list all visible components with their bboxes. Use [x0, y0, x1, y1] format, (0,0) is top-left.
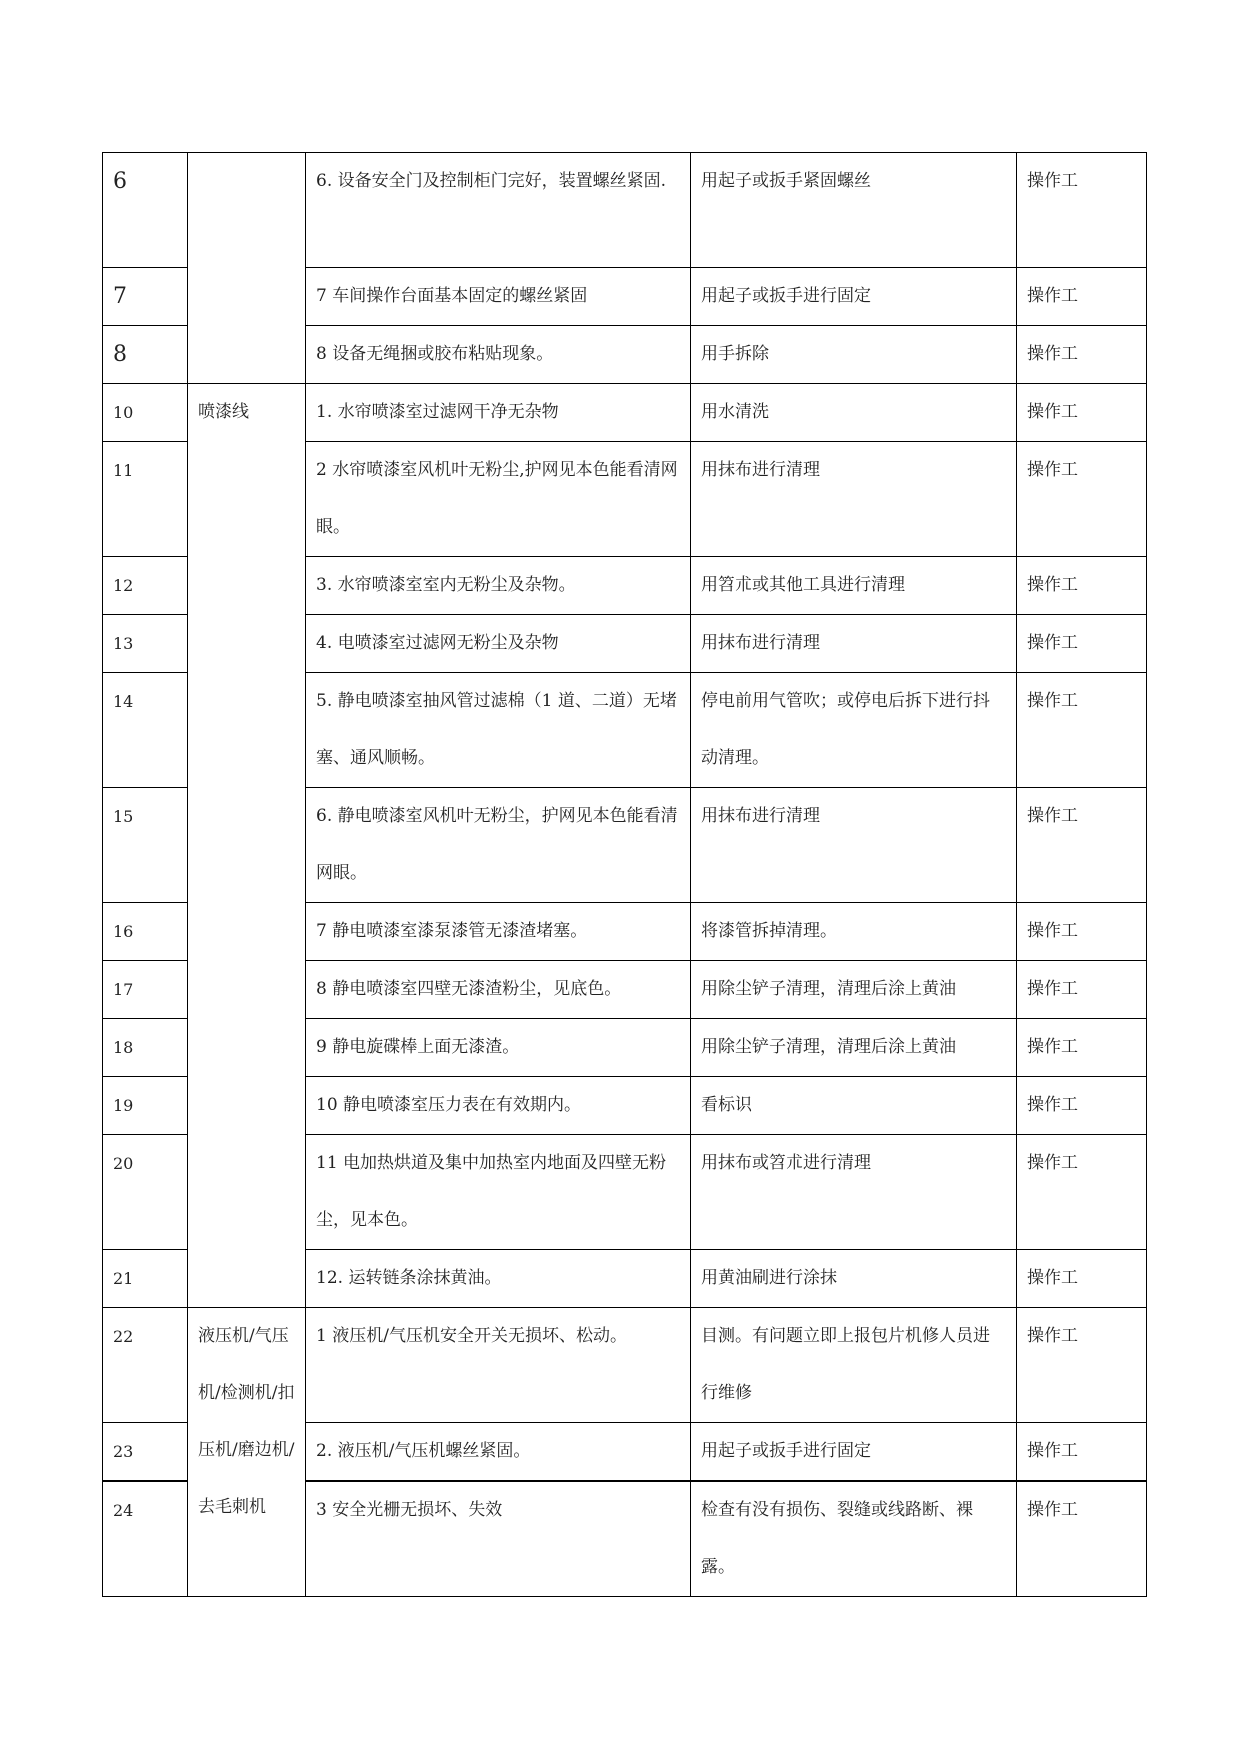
responsible-person: 操作工: [1017, 384, 1147, 442]
check-item: 8 静电喷漆室四壁无漆渣粉尘，见底色。: [306, 961, 691, 1019]
check-method: 用笤朮或其他工具进行清理: [691, 557, 1017, 615]
check-method: 用除尘铲子清理，清理后涂上黄油: [691, 961, 1017, 1019]
row-number: 21: [103, 1250, 188, 1308]
responsible-person: 操作工: [1017, 1250, 1147, 1308]
check-item: 1. 水帘喷漆室过滤网干净无杂物: [306, 384, 691, 442]
check-item: 12. 运转链条涂抹黄油。: [306, 1250, 691, 1308]
row-number: 15: [103, 788, 188, 903]
check-method: 用手拆除: [691, 326, 1017, 384]
responsible-person: 操作工: [1017, 1308, 1147, 1423]
check-method: 用抹布进行清理: [691, 615, 1017, 673]
check-method: 用抹布或笤朮进行清理: [691, 1135, 1017, 1250]
responsible-person: 操作工: [1017, 673, 1147, 788]
responsible-person: 操作工: [1017, 326, 1147, 384]
responsible-person: 操作工: [1017, 1481, 1147, 1597]
check-method: 用水清洗: [691, 384, 1017, 442]
check-item: 4. 电喷漆室过滤网无粉尘及杂物: [306, 615, 691, 673]
check-method: 用起子或扳手进行固定: [691, 1423, 1017, 1482]
check-method: 检查有没有损伤、裂缝或线路断、裸露。: [691, 1481, 1017, 1597]
responsible-person: 操作工: [1017, 557, 1147, 615]
row-number: 7: [103, 268, 188, 326]
row-number: 20: [103, 1135, 188, 1250]
row-number: 23: [103, 1423, 188, 1482]
check-item: 2 水帘喷漆室风机叶无粉尘,护网见本色能看清网眼。: [306, 442, 691, 557]
equipment-category-empty: [188, 153, 306, 384]
check-method: 用除尘铲子清理，清理后涂上黄油: [691, 1019, 1017, 1077]
check-method: 看标识: [691, 1077, 1017, 1135]
table-row: [103, 384, 1147, 442]
responsible-person: 操作工: [1017, 1077, 1147, 1135]
check-item: 3. 水帘喷漆室室内无粉尘及杂物。: [306, 557, 691, 615]
check-item: 1 液压机/气压机安全开关无损坏、松动。: [306, 1308, 691, 1423]
equipment-category-press-machines: 液压机/气压机/检测机/扣压机/磨边机/去毛刺机: [188, 1308, 306, 1597]
table-row: [103, 1308, 1147, 1423]
row-number: 17: [103, 961, 188, 1019]
check-item: 9 静电旋碟棒上面无漆渣。: [306, 1019, 691, 1077]
responsible-person: 操作工: [1017, 153, 1147, 268]
row-number: 19: [103, 1077, 188, 1135]
check-item: 7 静电喷漆室漆泵漆管无漆渣堵塞。: [306, 903, 691, 961]
check-method: 用抹布进行清理: [691, 788, 1017, 903]
check-method: 用抹布进行清理: [691, 442, 1017, 557]
responsible-person: 操作工: [1017, 788, 1147, 903]
table-row: [103, 153, 1147, 268]
row-number: 14: [103, 673, 188, 788]
check-method: 停电前用气管吹；或停电后拆下进行抖动清理。: [691, 673, 1017, 788]
check-item: 2. 液压机/气压机螺丝紧固。: [306, 1423, 691, 1482]
row-number: 18: [103, 1019, 188, 1077]
check-item: 5. 静电喷漆室抽风管过滤棉（1 道、二道）无堵塞、通风顺畅。: [306, 673, 691, 788]
check-method: 用起子或扳手进行固定: [691, 268, 1017, 326]
check-item: 10 静电喷漆室压力表在有效期内。: [306, 1077, 691, 1135]
row-number: 13: [103, 615, 188, 673]
row-number: 6: [103, 153, 188, 268]
check-item: 7 车间操作台面基本固定的螺丝紧固: [306, 268, 691, 326]
check-method: 用黄油刷进行涂抹: [691, 1250, 1017, 1308]
row-number: 11: [103, 442, 188, 557]
responsible-person: 操作工: [1017, 1019, 1147, 1077]
check-method: 目测。有问题立即上报包片机修人员进行维修: [691, 1308, 1017, 1423]
check-item: 8 设备无绳捆或胶布粘贴现象。: [306, 326, 691, 384]
check-item: 11 电加热烘道及集中加热室内地面及四壁无粉尘，见本色。: [306, 1135, 691, 1250]
responsible-person: 操作工: [1017, 903, 1147, 961]
responsible-person: 操作工: [1017, 1423, 1147, 1482]
row-number: 10: [103, 384, 188, 442]
row-number: 8: [103, 326, 188, 384]
row-number: 12: [103, 557, 188, 615]
row-number: 22: [103, 1308, 188, 1423]
responsible-person: 操作工: [1017, 1135, 1147, 1250]
maintenance-table: [102, 152, 1147, 1597]
check-item: 6. 静电喷漆室风机叶无粉尘，护网见本色能看清网眼。: [306, 788, 691, 903]
responsible-person: 操作工: [1017, 961, 1147, 1019]
check-method: 将漆管拆掉清理。: [691, 903, 1017, 961]
row-number: 24: [103, 1481, 188, 1597]
responsible-person: 操作工: [1017, 442, 1147, 557]
responsible-person: 操作工: [1017, 268, 1147, 326]
equipment-category-spray-line: 喷漆线: [188, 384, 306, 1308]
check-item: 6. 设备安全门及控制柜门完好，装置螺丝紧固.: [306, 153, 691, 268]
check-item: 3 安全光栅无损坏、失效: [306, 1481, 691, 1597]
row-number: 16: [103, 903, 188, 961]
responsible-person: 操作工: [1017, 615, 1147, 673]
check-method: 用起子或扳手紧固螺丝: [691, 153, 1017, 268]
